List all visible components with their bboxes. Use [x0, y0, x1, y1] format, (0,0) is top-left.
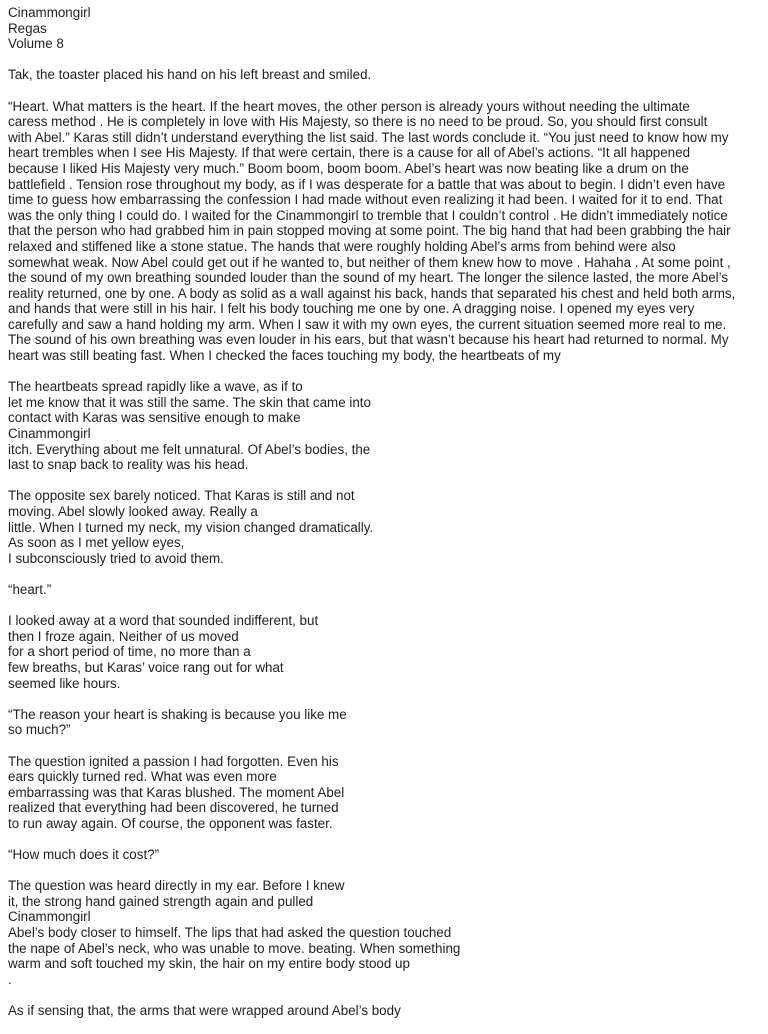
- author-name: Cinammongirl: [8, 5, 91, 20]
- text-line: realized that everything had been discovered, he turned: [8, 800, 339, 816]
- text-line: because I liked His Majesty very much.” Boom boom, boom boom. Abel’s heart was now beating like a drum on the: [8, 160, 689, 176]
- text-line: As soon as I met yellow eyes,: [8, 535, 185, 551]
- text-line: Cinammongirl: [8, 909, 91, 925]
- paragraph: [8, 582, 763, 598]
- text-line: to run away again. Of course, the opponent was faster.: [8, 815, 333, 831]
- text-line: and hands that were still in his hair. I felt his body touching me one by one. A dragging noise. I opened my eyes very: [8, 301, 695, 317]
- paragraph: [8, 754, 763, 832]
- text-line: Tak, the toaster placed his hand on his left breast and smiled.: [8, 67, 372, 83]
- paragraph: [8, 1003, 763, 1019]
- paragraph: [8, 613, 763, 691]
- text-line: carefully and saw a hand holding my arm. When I saw it with my own eyes, the current situation seemed more real to me.: [8, 316, 727, 332]
- text-line: As if sensing that, the arms that were wrapped around Abel’s body: [8, 1003, 401, 1018]
- text-line: The heartbeats spread rapidly like a wave, as if to: [8, 379, 303, 395]
- text-line: last to snap back to reality was his head.: [8, 457, 249, 473]
- text-line: battlefield . Tension rose throughout my body, as if I was desperate for a battle that was about to begin. I didn’t even have: [8, 176, 726, 192]
- text-line: seemed like hours.: [8, 675, 121, 691]
- text-line: time to guess how embarrassing the confession I had made without even realizing it had been. I waited for it to end. That: [8, 192, 723, 208]
- text-line: “How much does it cost?”: [8, 847, 160, 863]
- text-line: little. When I turned my neck, my vision changed dramatically.: [8, 519, 374, 535]
- text-line: embarrassing was that Karas blushed. The moment Abel: [8, 784, 345, 800]
- document-header: [8, 5, 763, 52]
- paragraph: [8, 99, 763, 364]
- series-title: Regas: [8, 20, 47, 36]
- text-line: for a short period of time, no more than a: [8, 644, 251, 660]
- text-line: was the only thing I could do. I waited for the Cinammongirl to tremble that I couldn’t control . He didn’t immediately notice: [8, 207, 728, 223]
- text-line: with Abel.” Karas still didn’t understand everything the list said. The last words conclude it. “You just need to know how my: [8, 129, 729, 145]
- text-line: Cinammongirl: [8, 426, 91, 442]
- text-line: .: [8, 971, 12, 987]
- text-line: let me know that it was still the same. The skin that came into: [8, 394, 371, 410]
- text-line: then I froze again. Neither of us moved: [8, 628, 239, 644]
- text-line: I subconsciously tried to avoid them.: [8, 550, 224, 566]
- text-line: “The reason your heart is shaking is because you like me: [8, 706, 347, 722]
- text-line: “heart.”: [8, 581, 52, 597]
- paragraph: [8, 488, 763, 566]
- text-line: the sound of my own breathing sounded louder than the sound of my heart. The longer the silence lasted, the more Abel’s: [8, 270, 729, 286]
- text-line: so much?”: [8, 722, 71, 738]
- text-line: heart trembles when I see His Majesty. If that were certain, there is a cause for all of Abel’s actions. “It all happened: [8, 145, 691, 161]
- text-line: relaxed and stiffened like a stone statue. The hands that were roughly holding Abel’s arms from behind were also: [8, 238, 676, 254]
- text-line: few breaths, but Karas’ voice rang out for what: [8, 659, 284, 675]
- document-page: [8, 5, 763, 1034]
- text-line: ears quickly turned red. What was even more: [8, 769, 277, 785]
- text-line: heart was still beating fast. When I checked the faces touching my body, the heartbeats of my: [8, 348, 561, 364]
- paragraph: [8, 67, 763, 83]
- text-line: that the person who had grabbed him in pain stopped moving at some point. The big hand that had been grabbing the hair: [8, 223, 731, 239]
- text-line: Abel’s body closer to himself. The lips that had asked the question touched: [8, 925, 452, 941]
- text-line: The sound of his own breathing was even louder in his ears, but that wasn’t because his heart had returned to normal. My: [8, 332, 729, 348]
- text-line: it, the strong hand gained strength again and pulled: [8, 893, 314, 909]
- text-line: contact with Karas was sensitive enough to make: [8, 410, 301, 426]
- text-line: The question ignited a passion I had forgotten. Even his: [8, 753, 339, 769]
- text-line: reality returned, one by one. A body as solid as a wall against his back, hands that separated his chest and held both arms,: [8, 285, 736, 301]
- text-line: itch. Everything about me felt unnatural. Of Abel’s bodies, the: [8, 441, 371, 457]
- paragraph: [8, 379, 763, 473]
- text-line: The question was heard directly in my ear. Before I knew: [8, 878, 345, 894]
- paragraph: [8, 707, 763, 738]
- text-line: moving. Abel slowly looked away. Really a: [8, 504, 258, 519]
- paragraph: [8, 847, 763, 863]
- volume-label: Volume 8: [8, 36, 64, 52]
- text-line: I looked away at a word that sounded indifferent, but: [8, 613, 319, 629]
- text-line: warm and soft touched my skin, the hair on my entire body stood up: [8, 956, 410, 972]
- text-line: the nape of Abel’s neck, who was unable to move. beating. When something: [8, 940, 461, 956]
- text-line: somewhat weak. Now Abel could get out if he wanted to, but neither of them knew how to move . Hahaha . At some point ,: [8, 254, 731, 270]
- paragraph: [8, 878, 763, 987]
- text-line: The opposite sex barely noticed. That Karas is still and not: [8, 488, 355, 504]
- document-body: [8, 67, 763, 1018]
- header-spacer: [8, 52, 763, 68]
- text-line: caress method . He is completely in love with His Majesty, so there is no need to be proud. So, you should first consult: [8, 114, 708, 130]
- text-line: “Heart. What matters is the heart. If the heart moves, the other person is already yours without needing the ultimate: [8, 98, 690, 114]
